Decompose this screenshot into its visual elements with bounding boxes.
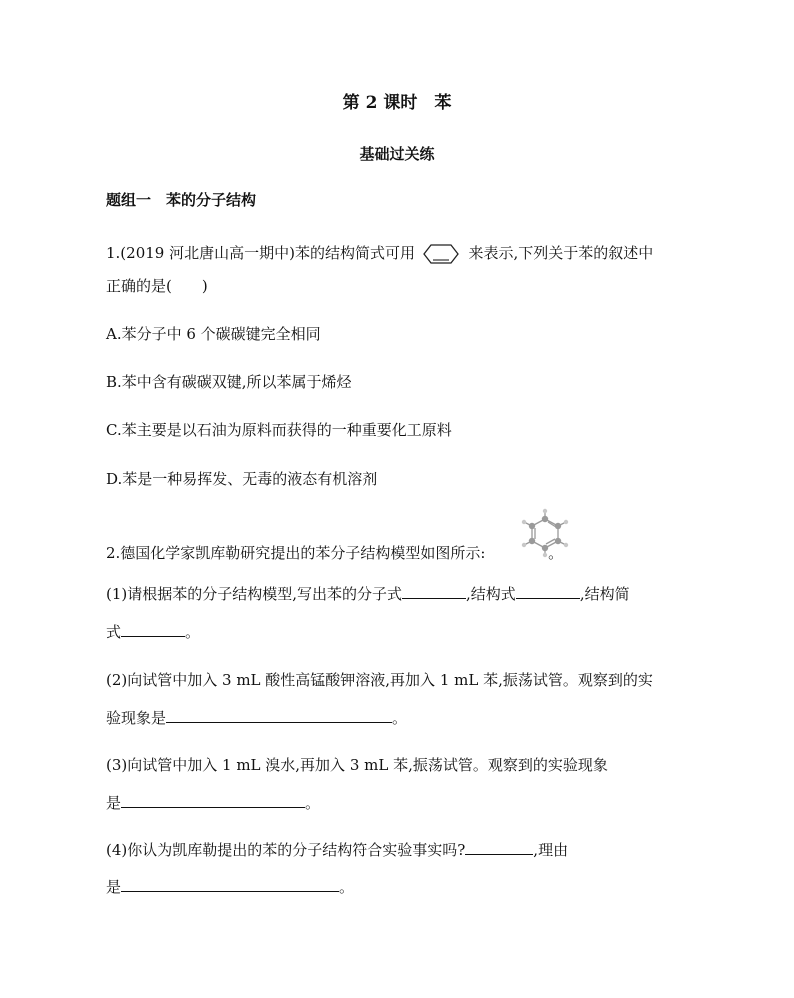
q2-part4-line1 [106, 840, 568, 860]
q2-part1-line2 [106, 622, 200, 642]
q2-part3-text-c: 。 [305, 794, 321, 812]
section-heading: 题组一 苯的分子结构 [106, 191, 257, 209]
q2-stem [106, 543, 563, 563]
answer-blank-part2[interactable] [166, 708, 392, 723]
q2-part1-text-c: ,结构简 [579, 585, 630, 603]
q2-part4-line2 [106, 877, 354, 897]
q2-part1-text-b: ,结构式 [466, 585, 516, 603]
q2-part2-line1: (2)向试管中加入 3 mL 酸性高锰酸钾溶液,再加入 1 mL 苯,振荡试管。观察到的实 [106, 671, 653, 689]
q2-part1-text-d: 式 [106, 623, 122, 641]
q2-part4-text-d: 。 [339, 878, 355, 896]
answer-blank-part4-reason[interactable] [121, 877, 339, 892]
q1-stem-part-b: 来表示,下列关于苯的叙述中 [468, 244, 654, 262]
answer-blank-part4-yesno[interactable] [465, 840, 533, 855]
q1-stem-line1 [106, 243, 653, 265]
kekule-benzene-model-icon [516, 508, 574, 558]
answer-blank-part3[interactable] [121, 793, 305, 808]
answer-blank-formula[interactable] [402, 584, 466, 599]
answer-blank-structural-formula[interactable] [516, 584, 580, 599]
q1-option-d: D.苯是一种易挥发、无毒的液态有机溶剂 [106, 470, 378, 488]
q1-stem-line2: 正确的是( ) [106, 277, 208, 295]
answer-blank-simplified-formula[interactable] [121, 622, 185, 637]
q1-option-b: B.苯中含有碳碳双键,所以苯属于烯烃 [106, 373, 352, 391]
q2-stem-part-a: 2.德国化学家凯库勒研究提出的苯分子结构模型如图所示: [106, 544, 486, 562]
q2-part2-line2 [106, 708, 407, 728]
benzene-ring-icon [422, 243, 460, 265]
q2-part4-text-c: 是 [106, 878, 122, 896]
q2-part3-line2 [106, 793, 320, 813]
q2-part1-line1 [106, 584, 630, 604]
page-subtitle: 基础过关练 [359, 145, 435, 163]
q2-part2-text-c: 。 [392, 709, 408, 727]
q1-option-c: C.苯主要是以石油为原料而获得的一种重要化工原料 [106, 421, 452, 439]
q1-stem-part-a: 1.(2019 河北唐山高一期中)苯的结构简式可用 [106, 244, 415, 262]
q2-part4-text-b: ,理由 [533, 841, 569, 859]
q2-part3-line1: (3)向试管中加入 1 mL 溴水,再加入 3 mL 苯,振荡试管。观察到的实验现象 [106, 756, 608, 774]
q2-part1-text-e: 。 [185, 623, 201, 641]
q2-part2-text-b: 验现象是 [106, 709, 167, 727]
q2-stem-part-b: 。 [548, 544, 564, 562]
q2-part1-text-a: (1)请根据苯的分子结构模型,写出苯的分子式 [106, 585, 403, 603]
q2-part4-text-a: (4)你认为凯库勒提出的苯的分子结构符合实验事实吗? [106, 841, 466, 859]
q1-option-a: A.苯分子中 6 个碳碳键完全相同 [106, 325, 321, 343]
page-title: 第 2 课时 苯 [342, 93, 452, 113]
q2-part3-text-b: 是 [106, 794, 122, 812]
